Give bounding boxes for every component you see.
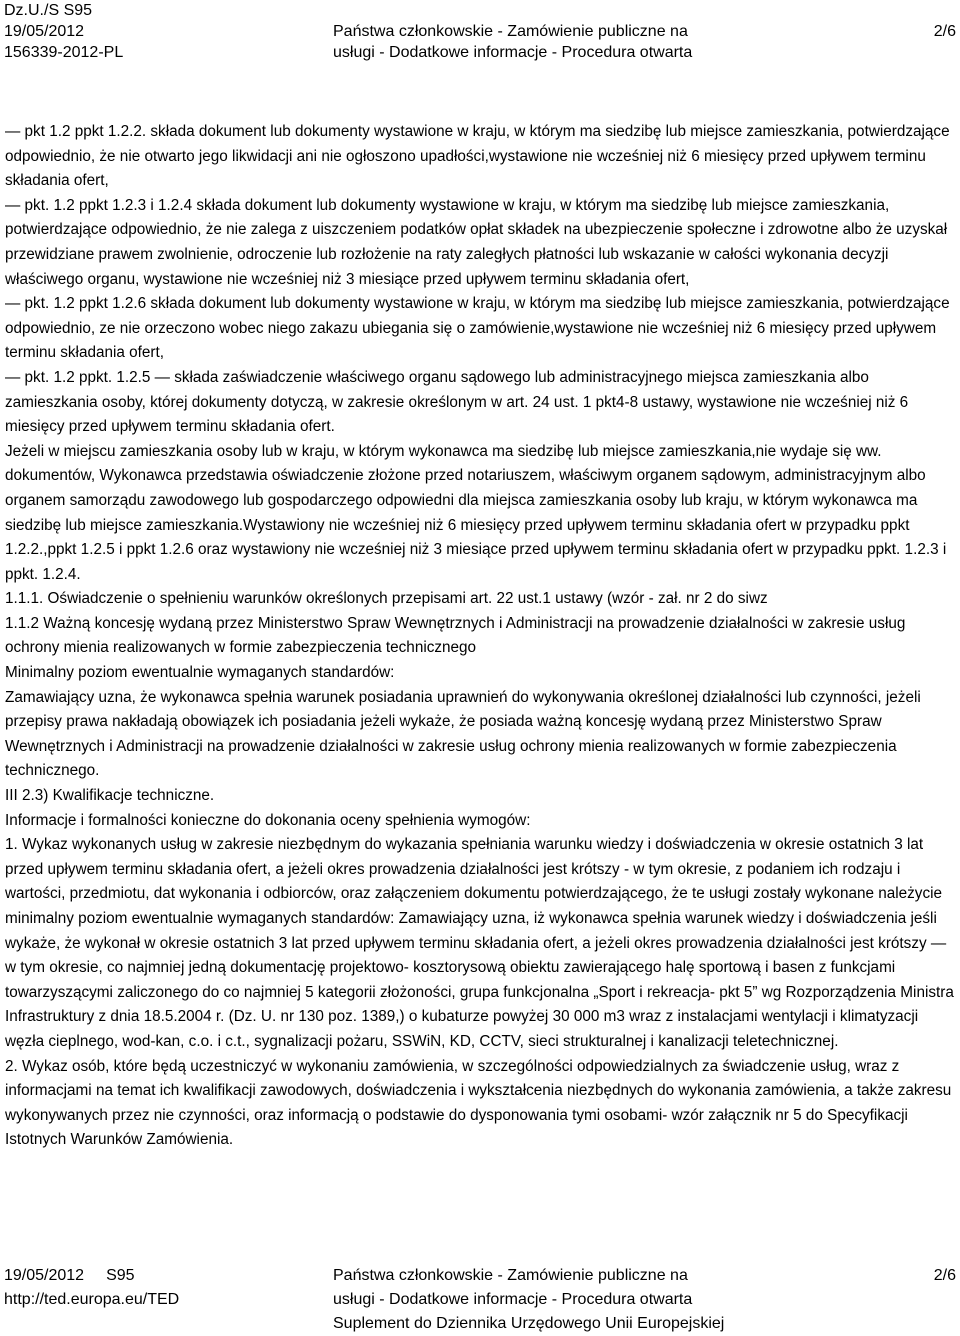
paragraph: Minimalny poziom ewentualnie wymaganych standardów:: [5, 664, 395, 682]
paragraph: — pkt 1.2 ppkt 1.2.2. składa dokument lub dokumenty wystawione w kraju, w którym ma siedzibę lub miejsce zamieszkania, potwierdzające odpowiednio, że nie otwarto jego likwidacji ani nie ogłoszono upadłości,wystawione nie wcześniej niż 6 miesięcy przed upływem terminu składania ofert,: [5, 123, 950, 190]
paragraph: 1.1.2 Ważną koncesję wydaną przez Ministerstwo Spraw Wewnętrznych i Administracji na prowadzenie działalności w zakresie usług ochrony mienia realizowanych w formie zabezpieczenia technicznego: [5, 614, 906, 657]
journal-ref: Dz.U./S S95: [4, 2, 93, 19]
paragraph: Jeżeli w miejscu zamieszkania osoby lub w kraju, w którym wykonawca ma siedzibę lub miejsce zamieszkania,nie wydaje się ww. dokumentów, Wykonawca przedstawia oświadczenie złożone przed notariuszem, właściwym organem sądowym, administracyjnym albo organem samorządu zawodowego lub gospodarczego odpowiedni dla miejsca zamieszkania osoby lub kraju, w którym wykonawca ma siedzibę lub miejsce zamieszkania.Wystawiony nie wcześniej niż 6 miesięcy przed upływem terminu składania ofert w przypadku ppkt 1.2.2.,ppkt 1.2.5 i ppkt 1.2.6 oraz wystawiony nie wcześniej niż 3 miesiące przed upływem terminu składania ofert w przypadku ppkt. 1.2.3 i ppkt. 1.2.4.: [5, 442, 947, 583]
footer-title-line2: usługi - Dodatkowe informacje - Procedura otwarta: [333, 1291, 693, 1308]
header-title-line2: usługi - Dodatkowe informacje - Procedura otwarta: [333, 44, 693, 61]
footer-date: 19/05/2012: [4, 1267, 85, 1284]
document-body: [5, 120, 955, 1153]
paragraph: — pkt. 1.2 ppkt. 1.2.5 — składa zaświadczenie właściwego organu sądowego lub administracyjnego miejsca zamieszkania albo zamieszkania osoby, której dokumenty dotyczą, w zakresie określonym w art. 24 ust. 1 pkt4-8 ustawy, wystawione nie wcześniej niż 6 miesięcy przed upływem terminu składania ofert.: [5, 368, 909, 436]
footer-title-line3: Suplement do Dziennika Urzędowego Unii Europejskiej: [333, 1315, 725, 1332]
paragraph: Zamawiający uzna, że wykonawca spełnia warunek posiadania uprawnień do wykonywania określonej działalności lub czynności, jeżeli przepisy prawa nakładają obowiązek ich posiadania jeżeli wykaże, że posiada ważną koncesję wydaną przez Ministerstwo Spraw Wewnętrznych i Administracji na prowadzenie działalności w zakresie usług ochrony mienia realizowanych w formie zabezpieczenia technicznego.: [5, 688, 921, 780]
section-heading: III 2.3) Kwalifikacje techniczne.: [5, 787, 215, 805]
footer-date-series: [4, 1264, 179, 1288]
footer-left: [4, 1264, 179, 1312]
publication-date: 19/05/2012: [4, 23, 85, 40]
paragraph: Informacje i formalności konieczne do dokonania oceny spełnienia wymogów:: [5, 811, 531, 829]
header-title-line1: Państwa członkowskie - Zamówienie publiczne na: [333, 23, 688, 40]
footer-page-number: 2/6: [933, 1267, 956, 1284]
footer-title-line1: Państwa członkowskie - Zamówienie publiczne na: [333, 1267, 688, 1284]
header-title: [333, 21, 692, 63]
footer-title: [333, 1264, 724, 1336]
paragraph: 1.1.1. Oświadczenie o spełnieniu warunków określonych przepisami art. 22 ust.1 ustawy (wzór - zał. nr 2 do siwz: [5, 590, 768, 608]
paragraph: 1. Wykaz wykonanych usług w zakresie niezbędnym do wykazania spełniania warunku wiedzy i doświadczenia w okresie ostatnich 3 lat przed upływem terminu składania ofert, a jeżeli okres prowadzenia działalności jest krótszy - w tym okresie, z podaniem ich rodzaju i wartości, przedmiotu, dat wykonania i odbiorców, oraz załączeniem dokumentu potwierdzającego, że te usługi zostały wykonane należycie minimalny poziom ewentualnie wymaganych standardów: Zamawiający uzna, iż wykonawca spełnia warunek wiedzy i doświadczenia jeśli wykaże, że wykonał w okresie ostatnich 3 lat przed upływem terminu składania ofert, a jeżeli okres prowadzenia działalności jest krótszy — w tym okresie, co najmniej jedną dokumentację projektowo- kosztorysową obiektu zawierającego halę sportową i basen z funkcjami towarzyszącymi zaliczonego do co najmniej 5 kategorii złożoności, grupa funkcjonalna „Sport i rekreacja- pkt 5” wg Rozporządzenia Ministra Infrastruktury z dnia 18.5.2004 r. (Dz. U. nr 130 poz. 1389,) o kubaturze powyżej 30 000 m3 wraz z instalacjami wentylacji i klimatyzacji węzła cieplnego, wod-kan, c.o. i c.t., sygnalizacji pożaru, SSWiN, KD, CCTV, sieci strukturalnej i kanalizacji teletechnicznej.: [5, 836, 954, 1050]
footer-url: http://ted.europa.eu/TED: [4, 1291, 180, 1308]
header-left: [4, 0, 123, 63]
paragraph: — pkt. 1.2 ppkt 1.2.6 składa dokument lub dokumenty wystawione w kraju, w którym ma siedzibę lub miejsce zamieszkania, potwierdzające odpowiednio, ze nie orzeczono wobec niego zakazu ubiegania się o zamówienie,wystawione nie wcześniej niż 6 miesięcy przed upływem terminu składania ofert,: [5, 295, 950, 362]
document-id: 156339-2012-PL: [4, 44, 124, 61]
paragraph: 2. Wykaz osób, które będą uczestniczyć w wykonaniu zamówienia, w szczególności odpowiedzialnych za świadczenie usług, wraz z informacjami na temat ich kwalifikacji zawodowych, doświadczenia i wykształcenia niezbędnych do wykonania zamówienia, a także zakresu wykonywanych przez nie czynności, oraz informacją o podstawie do dysponowania tymi osobami- wzór załącznik nr 5 do Specyfikacji Istotnych Warunków Zamówienia.: [5, 1057, 952, 1149]
footer-series: S95: [106, 1267, 135, 1284]
header-page-number: 2/6: [933, 23, 956, 40]
paragraph: — pkt. 1.2 ppkt 1.2.3 i 1.2.4 składa dokument lub dokumenty wystawione w kraju, w którym ma siedzibę lub miejsce zamieszkania, potwierdzające odpowiednio, że nie zalega z uiszczeniem podatków opłat składek na ubezpieczenie społeczne i zdrowotne albo że uzyskał przewidziane prawem zwolnienie, odroczenie lub rozłożenie na raty zaległych płatności lub wskazanie w całości wykonania decyzji właściwego organu, wystawione nie wcześniej niż 3 miesiące przed upływem terminu składania ofert,: [5, 196, 948, 288]
